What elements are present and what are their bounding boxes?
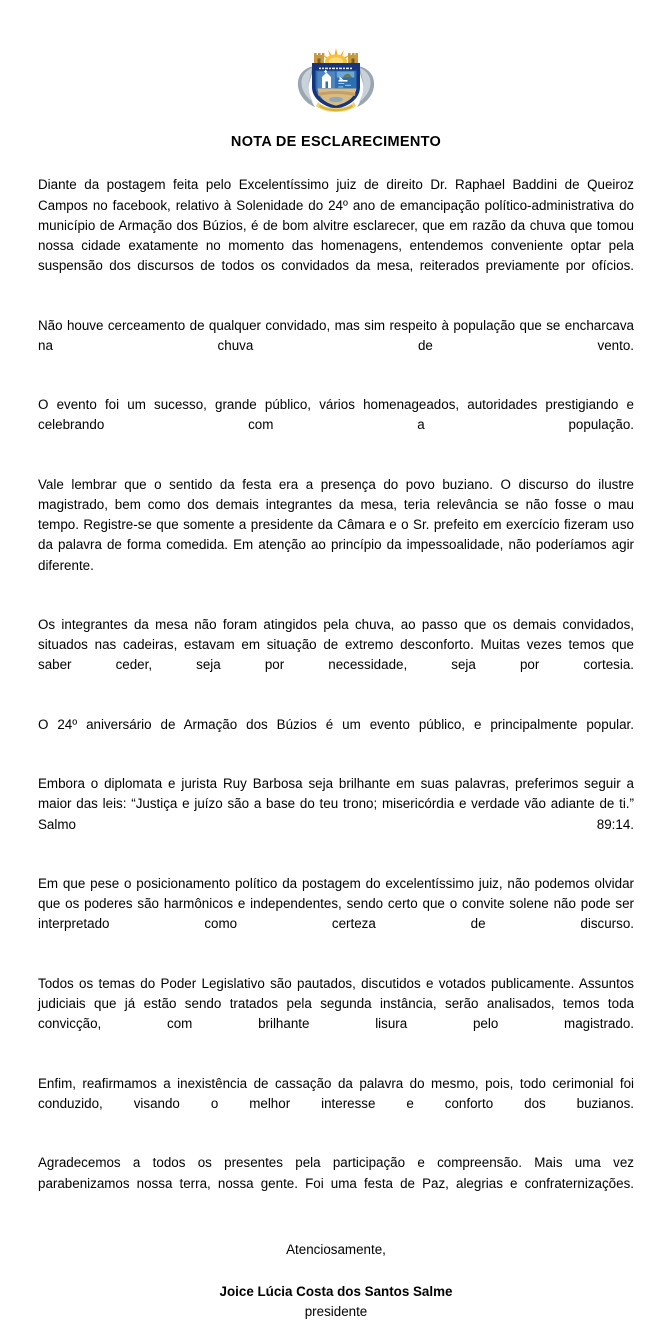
signature-block bbox=[38, 1240, 634, 1322]
paragraph: Diante da postagem feita pelo Excelentíssimo juiz de direito Dr. Raphael Baddini de Queiroz Campos no facebook, relativo à Solenidade do 24º ano de emancipação político-administrativa do município de Armação dos Búzios, é de bom alvitre esclarecer, que em razão da chuva que tomou nossa cidade exatamente no momento das homenagens, entendemos conveniente optar pela suspensão dos discursos de todos os convidados da mesa, reiterados previamente por ofícios. bbox=[38, 177, 634, 274]
paragraph: Agradecemos a todos os presentes pela participação e compreensão. Mais uma vez parabenizamos nossa terra, nossa gente. Foi uma festa de Paz, alegrias e confraternizações. bbox=[38, 1155, 634, 1191]
paragraph: Todos os temas do Poder Legislativo são pautados, discutidos e votados publicamente. Assuntos judiciais que já estão sendo tratados pela segunda instância, serão analisados, temos toda convicção, com brilhante lisura pelo magistrado. bbox=[38, 975, 634, 1032]
paragraph: Os integrantes da mesa não foram atingidos pela chuva, ao passo que os demais convidados, situados nas cadeiras, estavam em situação de extremo desconforto. Muitas vezes temos que saber ceder, seja por necessidade, seja por cortesia. bbox=[38, 617, 634, 673]
signature-name: Joice Lúcia Costa dos Santos Salme bbox=[219, 1283, 453, 1299]
page-title: NOTA DE ESCLARECIMENTO bbox=[230, 134, 442, 150]
paragraph: O evento foi um sucesso, grande público, vários homenageados, autoridades prestigiando e celebrando com a população. bbox=[38, 397, 634, 433]
document-body bbox=[38, 175, 634, 1214]
paragraph: Em que pese o posicionamento político da postagem do excelentíssimo juiz, não podemos olvidar que os poderes são harmônicos e independentes, sendo certo que o convite solene não pode ser interpretado como certeza de discurso. bbox=[38, 876, 634, 932]
signature-role: presidente bbox=[304, 1303, 368, 1319]
paragraph: Não houve cerceamento de qualquer convidado, mas sim respeito à população que se encharcava na chuva de vento. bbox=[38, 317, 634, 353]
paragraph: Vale lembrar que o sentido da festa era a presença do povo buziano. O discurso do ilustre magistrado, bem como dos demais integrantes da mesa, teria relevância se não fosse o mau tempo. Registre-se que somente a presidente da Câmara e o Sr. prefeito em exercício fizeram uso da palavra de forma comedida. Em atenção ao princípio da impessoalidade, não poderíamos agir diferente. bbox=[38, 476, 634, 573]
paragraph: Enfim, reafirmamos a inexistência de cassação da palavra do mesmo, pois, todo cerimonial foi conduzido, visando o melhor interesse e conforto dos buzianos. bbox=[38, 1075, 634, 1111]
municipal-coat-of-arms-icon bbox=[288, 46, 384, 112]
emblem-container bbox=[38, 0, 634, 118]
paragraph: O 24º aniversário de Armação dos Búzios é um evento público, e principalmente popular. bbox=[38, 716, 634, 732]
paragraph: Embora o diplomata e jurista Ruy Barbosa seja brilhante em suas palavras, preferimos seguir a maior das leis: “Justiça e juízo são a base do teu trono; misericórdia e verdade vão adiante de ti.” Salmo 89:14. bbox=[38, 776, 634, 832]
signature-closing: Atenciosamente, bbox=[286, 1241, 386, 1257]
